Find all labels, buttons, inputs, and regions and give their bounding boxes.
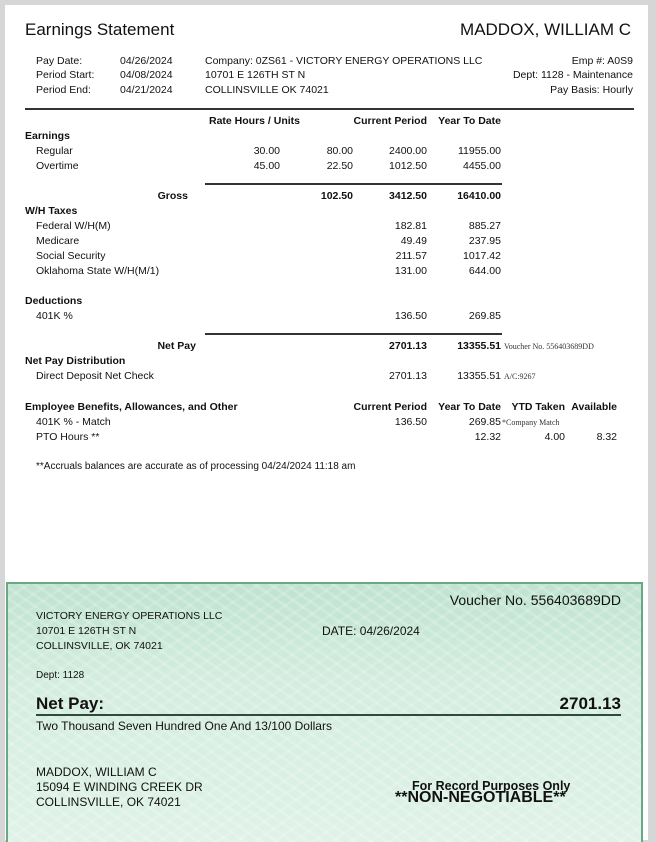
earnings-rate: 45.00 bbox=[253, 160, 280, 172]
benefits-col-ytd-taken: YTD Taken bbox=[511, 401, 565, 413]
benefit-label: PTO Hours ** bbox=[36, 431, 100, 443]
col-rate-hours: Rate Hours / Units bbox=[209, 115, 301, 127]
earnings-heading: Earnings bbox=[25, 130, 70, 142]
earnings-current: 1012.50 bbox=[389, 160, 427, 172]
tax-ytd: 1017.42 bbox=[463, 250, 501, 262]
check-company: VICTORY ENERGY OPERATIONS LLC bbox=[36, 610, 223, 622]
tax-current: 182.81 bbox=[394, 220, 427, 232]
pay-basis: Pay Basis: Hourly bbox=[550, 84, 633, 96]
period-end-label: Period End: bbox=[36, 84, 91, 96]
check-amount-words: Two Thousand Seven Hundred One And 13/100 Dollars bbox=[36, 719, 332, 733]
tax-label: Social Security bbox=[36, 250, 106, 262]
account-note: A/C:9267 bbox=[504, 372, 536, 381]
payee-address-1: 15094 E WINDING CREEK DR bbox=[36, 780, 203, 794]
pay-voucher bbox=[6, 582, 643, 842]
benefits-col-current: Current Period bbox=[353, 401, 427, 413]
check-net-pay-divider bbox=[36, 714, 621, 716]
check-net-pay-amount: 2701.13 bbox=[559, 694, 621, 713]
earnings-label: Overtime bbox=[36, 160, 79, 172]
payee-address-2: COLLINSVILLE, OK 74021 bbox=[36, 795, 181, 809]
check-company-address-2: COLLINSVILLE, OK 74021 bbox=[36, 640, 163, 652]
tax-label: Medicare bbox=[36, 235, 80, 247]
payee-name: MADDOX, WILLIAM C bbox=[36, 765, 157, 779]
gross-current: 3412.50 bbox=[389, 190, 427, 202]
header-divider bbox=[25, 108, 634, 110]
earnings-current: 2400.00 bbox=[389, 145, 427, 157]
taxes-heading: W/H Taxes bbox=[25, 205, 78, 217]
benefits-col-ytd: Year To Date bbox=[438, 401, 501, 413]
deduction-label: 401K % bbox=[36, 310, 73, 322]
company-info: Company: 0ZS61 - VICTORY ENERGY OPERATIONS LLC bbox=[205, 55, 483, 67]
gross-hours: 102.50 bbox=[320, 190, 353, 202]
company-address-1: 10701 E 126TH ST N bbox=[205, 69, 306, 81]
company-address-2: COLLINSVILLE OK 74021 bbox=[205, 84, 329, 96]
earnings-hours: 80.00 bbox=[326, 145, 353, 157]
benefits-col-available: Available bbox=[571, 401, 617, 413]
benefits-heading: Employee Benefits, Allowances, and Other bbox=[25, 401, 238, 413]
benefit-ytd: 269.85 bbox=[468, 416, 501, 428]
earnings-ytd: 4455.00 bbox=[463, 160, 501, 172]
check-company-address-1: 10701 E 126TH ST N bbox=[36, 625, 137, 637]
benefit-label: 401K % - Match bbox=[36, 416, 111, 428]
col-year-to-date: Year To Date bbox=[438, 115, 501, 127]
tax-ytd: 885.27 bbox=[468, 220, 501, 232]
benefit-available: 8.32 bbox=[596, 431, 617, 443]
gross-divider bbox=[205, 183, 502, 185]
period-start-label: Period Start: bbox=[36, 69, 95, 81]
tax-current: 49.49 bbox=[400, 235, 427, 247]
check-dept: Dept: 1128 bbox=[36, 670, 85, 681]
net-pay-voucher-note: Voucher No. 556403689DD bbox=[504, 342, 594, 351]
period-start: 04/08/2024 bbox=[120, 69, 173, 81]
tax-ytd: 237.95 bbox=[468, 235, 501, 247]
benefit-ytd-taken: 4.00 bbox=[544, 431, 565, 443]
distribution-label: Direct Deposit Net Check bbox=[36, 370, 154, 382]
period-end: 04/21/2024 bbox=[120, 84, 173, 96]
non-negotiable-stamp: **NON-NEGOTIABLE** bbox=[395, 789, 566, 806]
tax-ytd: 644.00 bbox=[468, 265, 501, 277]
distribution-ytd: 13355.51 bbox=[457, 370, 501, 382]
pay-date-label: Pay Date: bbox=[36, 55, 83, 67]
tax-current: 211.57 bbox=[395, 250, 427, 262]
net-pay-ytd: 13355.51 bbox=[457, 340, 501, 352]
pay-date: 04/26/2024 bbox=[120, 55, 173, 67]
tax-label: Oklahoma State W/H(M/1) bbox=[36, 265, 160, 277]
earnings-hours: 22.50 bbox=[326, 160, 353, 172]
benefit-current: 136.50 bbox=[394, 416, 427, 428]
check-date: DATE: 04/26/2024 bbox=[322, 624, 420, 638]
benefit-ytd: 12.32 bbox=[474, 431, 501, 443]
check-net-pay-label: Net Pay: bbox=[36, 694, 105, 713]
deduction-current: 136.50 bbox=[394, 310, 427, 322]
statement-title: Earnings Statement bbox=[25, 20, 175, 39]
distribution-heading: Net Pay Distribution bbox=[25, 355, 126, 367]
tax-current: 131.00 bbox=[394, 265, 427, 277]
earnings-rate: 30.00 bbox=[253, 145, 280, 157]
record-purposes-note: For Record Purposes Only bbox=[412, 779, 571, 793]
gross-label: Gross bbox=[157, 190, 188, 202]
col-current-period: Current Period bbox=[353, 115, 427, 127]
earnings-label: Regular bbox=[36, 145, 73, 157]
check-voucher-number: Voucher No. 556403689DD bbox=[449, 592, 621, 608]
employee-number: Emp #: A0S9 bbox=[571, 55, 633, 67]
gross-ytd: 16410.00 bbox=[457, 190, 501, 202]
deductions-heading: Deductions bbox=[25, 295, 83, 307]
accruals-footnote: **Accruals balances are accurate as of processing 04/24/2024 11:18 am bbox=[36, 461, 356, 472]
employee-name: MADDOX, WILLIAM C bbox=[460, 20, 631, 39]
department: Dept: 1128 - Maintenance bbox=[512, 69, 633, 81]
tax-label: Federal W/H(M) bbox=[36, 220, 111, 232]
net-pay-divider bbox=[205, 333, 502, 335]
deduction-ytd: 269.85 bbox=[468, 310, 501, 322]
earnings-ytd: 11955.00 bbox=[457, 145, 501, 157]
distribution-current: 2701.13 bbox=[389, 370, 427, 382]
net-pay-current: 2701.13 bbox=[389, 340, 427, 352]
net-pay-label: Net Pay bbox=[157, 340, 196, 352]
benefit-note: *Company Match bbox=[502, 418, 560, 427]
